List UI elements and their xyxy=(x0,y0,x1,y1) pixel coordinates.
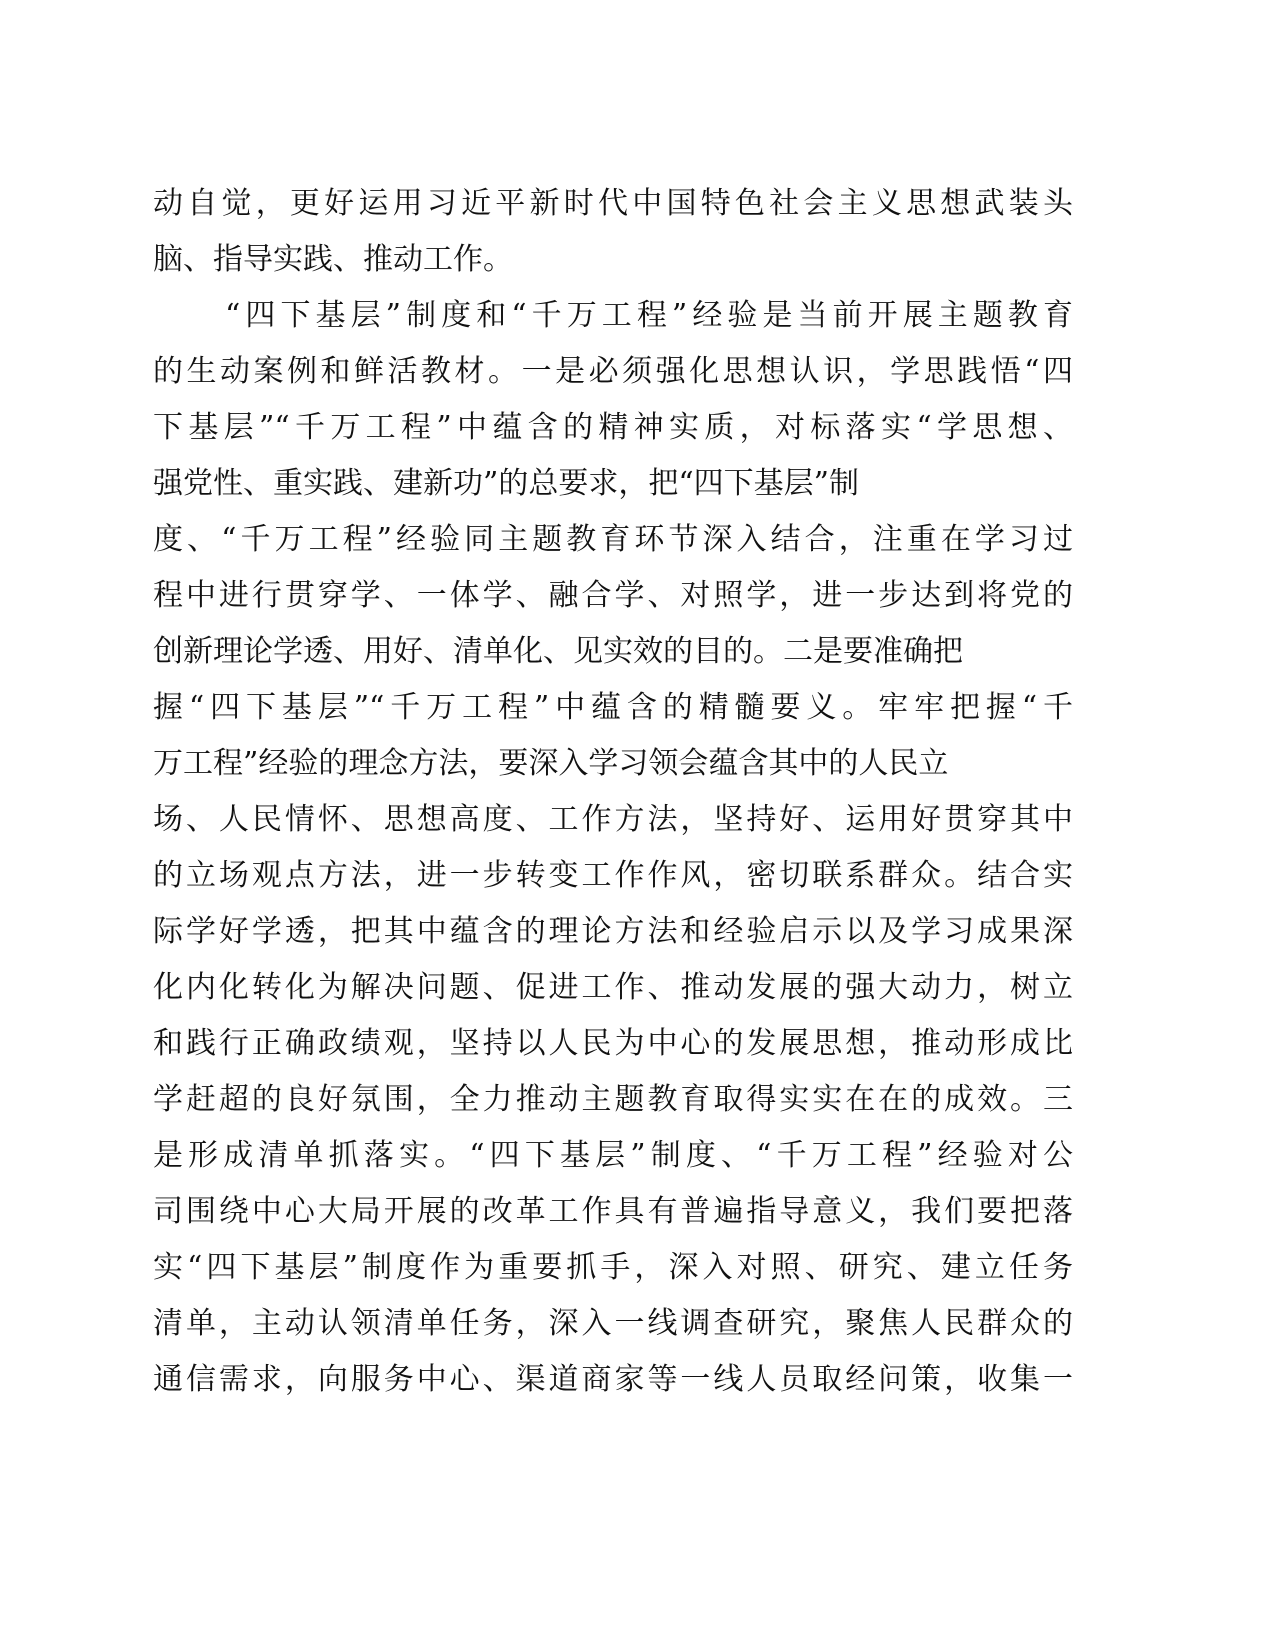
text-line: 万工程”经验的理念方法，要深入学习领会蕴含其中的人民立 xyxy=(153,746,949,781)
text-line: 化内化转化为解决问题、促进工作、推动发展的强大动力，树立 xyxy=(153,970,1073,1005)
text-line: 清单，主动认领清单任务，深入一线调查研究，聚焦人民群众的 xyxy=(153,1306,1073,1341)
text-line: 际学好学透，把其中蕴含的理论方法和经验启示以及学习成果深 xyxy=(153,914,1073,949)
text-line: 程中进行贯穿学、一体学、融合学、对照学，进一步达到将党的 xyxy=(153,578,1073,613)
text-line: 的立场观点方法，进一步转变工作作风，密切联系群众。结合实 xyxy=(153,858,1073,893)
text-line: 实“四下基层”制度作为重要抓手，深入对照、研究、建立任务 xyxy=(153,1250,1073,1285)
text-line: 司围绕中心大局开展的改革工作具有普遍指导意义，我们要把落 xyxy=(153,1194,1073,1229)
text-line: 和践行正确政绩观，坚持以人民为中心的发展思想，推动形成比 xyxy=(153,1026,1073,1061)
text-line: 动自觉，更好运用习近平新时代中国特色社会主义思想武装头 xyxy=(153,186,1073,221)
text-line: 的生动案例和鲜活教材。一是必须强化思想认识，学思践悟“四 xyxy=(153,354,1073,389)
body-text xyxy=(153,176,1073,1408)
text-line: 脑、指导实践、推动工作。 xyxy=(153,242,513,277)
text-line: 学赶超的良好氛围，全力推动主题教育取得实实在在的成效。三 xyxy=(153,1082,1073,1117)
text-line: 度、“千万工程”经验同主题教育环节深入结合，注重在学习过 xyxy=(153,522,1073,557)
text-line: 强党性、重实践、建新功”的总要求，把“四下基层”制 xyxy=(153,466,860,501)
text-line: 通信需求，向服务中心、渠道商家等一线人员取经问策，收集一 xyxy=(153,1362,1073,1397)
text-line: 下基层”“千万工程”中蕴含的精神实质，对标落实“学思想、 xyxy=(153,410,1073,445)
text-line: 是形成清单抓落实。“四下基层”制度、“千万工程”经验对公 xyxy=(153,1138,1073,1173)
text-line: 创新理论学透、用好、清单化、见实效的目的。二是要准确把 xyxy=(153,634,963,669)
text-line: 场、人民情怀、思想高度、工作方法，坚持好、运用好贯穿其中 xyxy=(153,802,1073,837)
paragraph-first-line: “四下基层”制度和“千万工程”经验是当前开展主题教育 xyxy=(225,298,1073,333)
text-line: 握“四下基层”“千万工程”中蕴含的精髓要义。牢牢把握“千 xyxy=(153,690,1073,725)
